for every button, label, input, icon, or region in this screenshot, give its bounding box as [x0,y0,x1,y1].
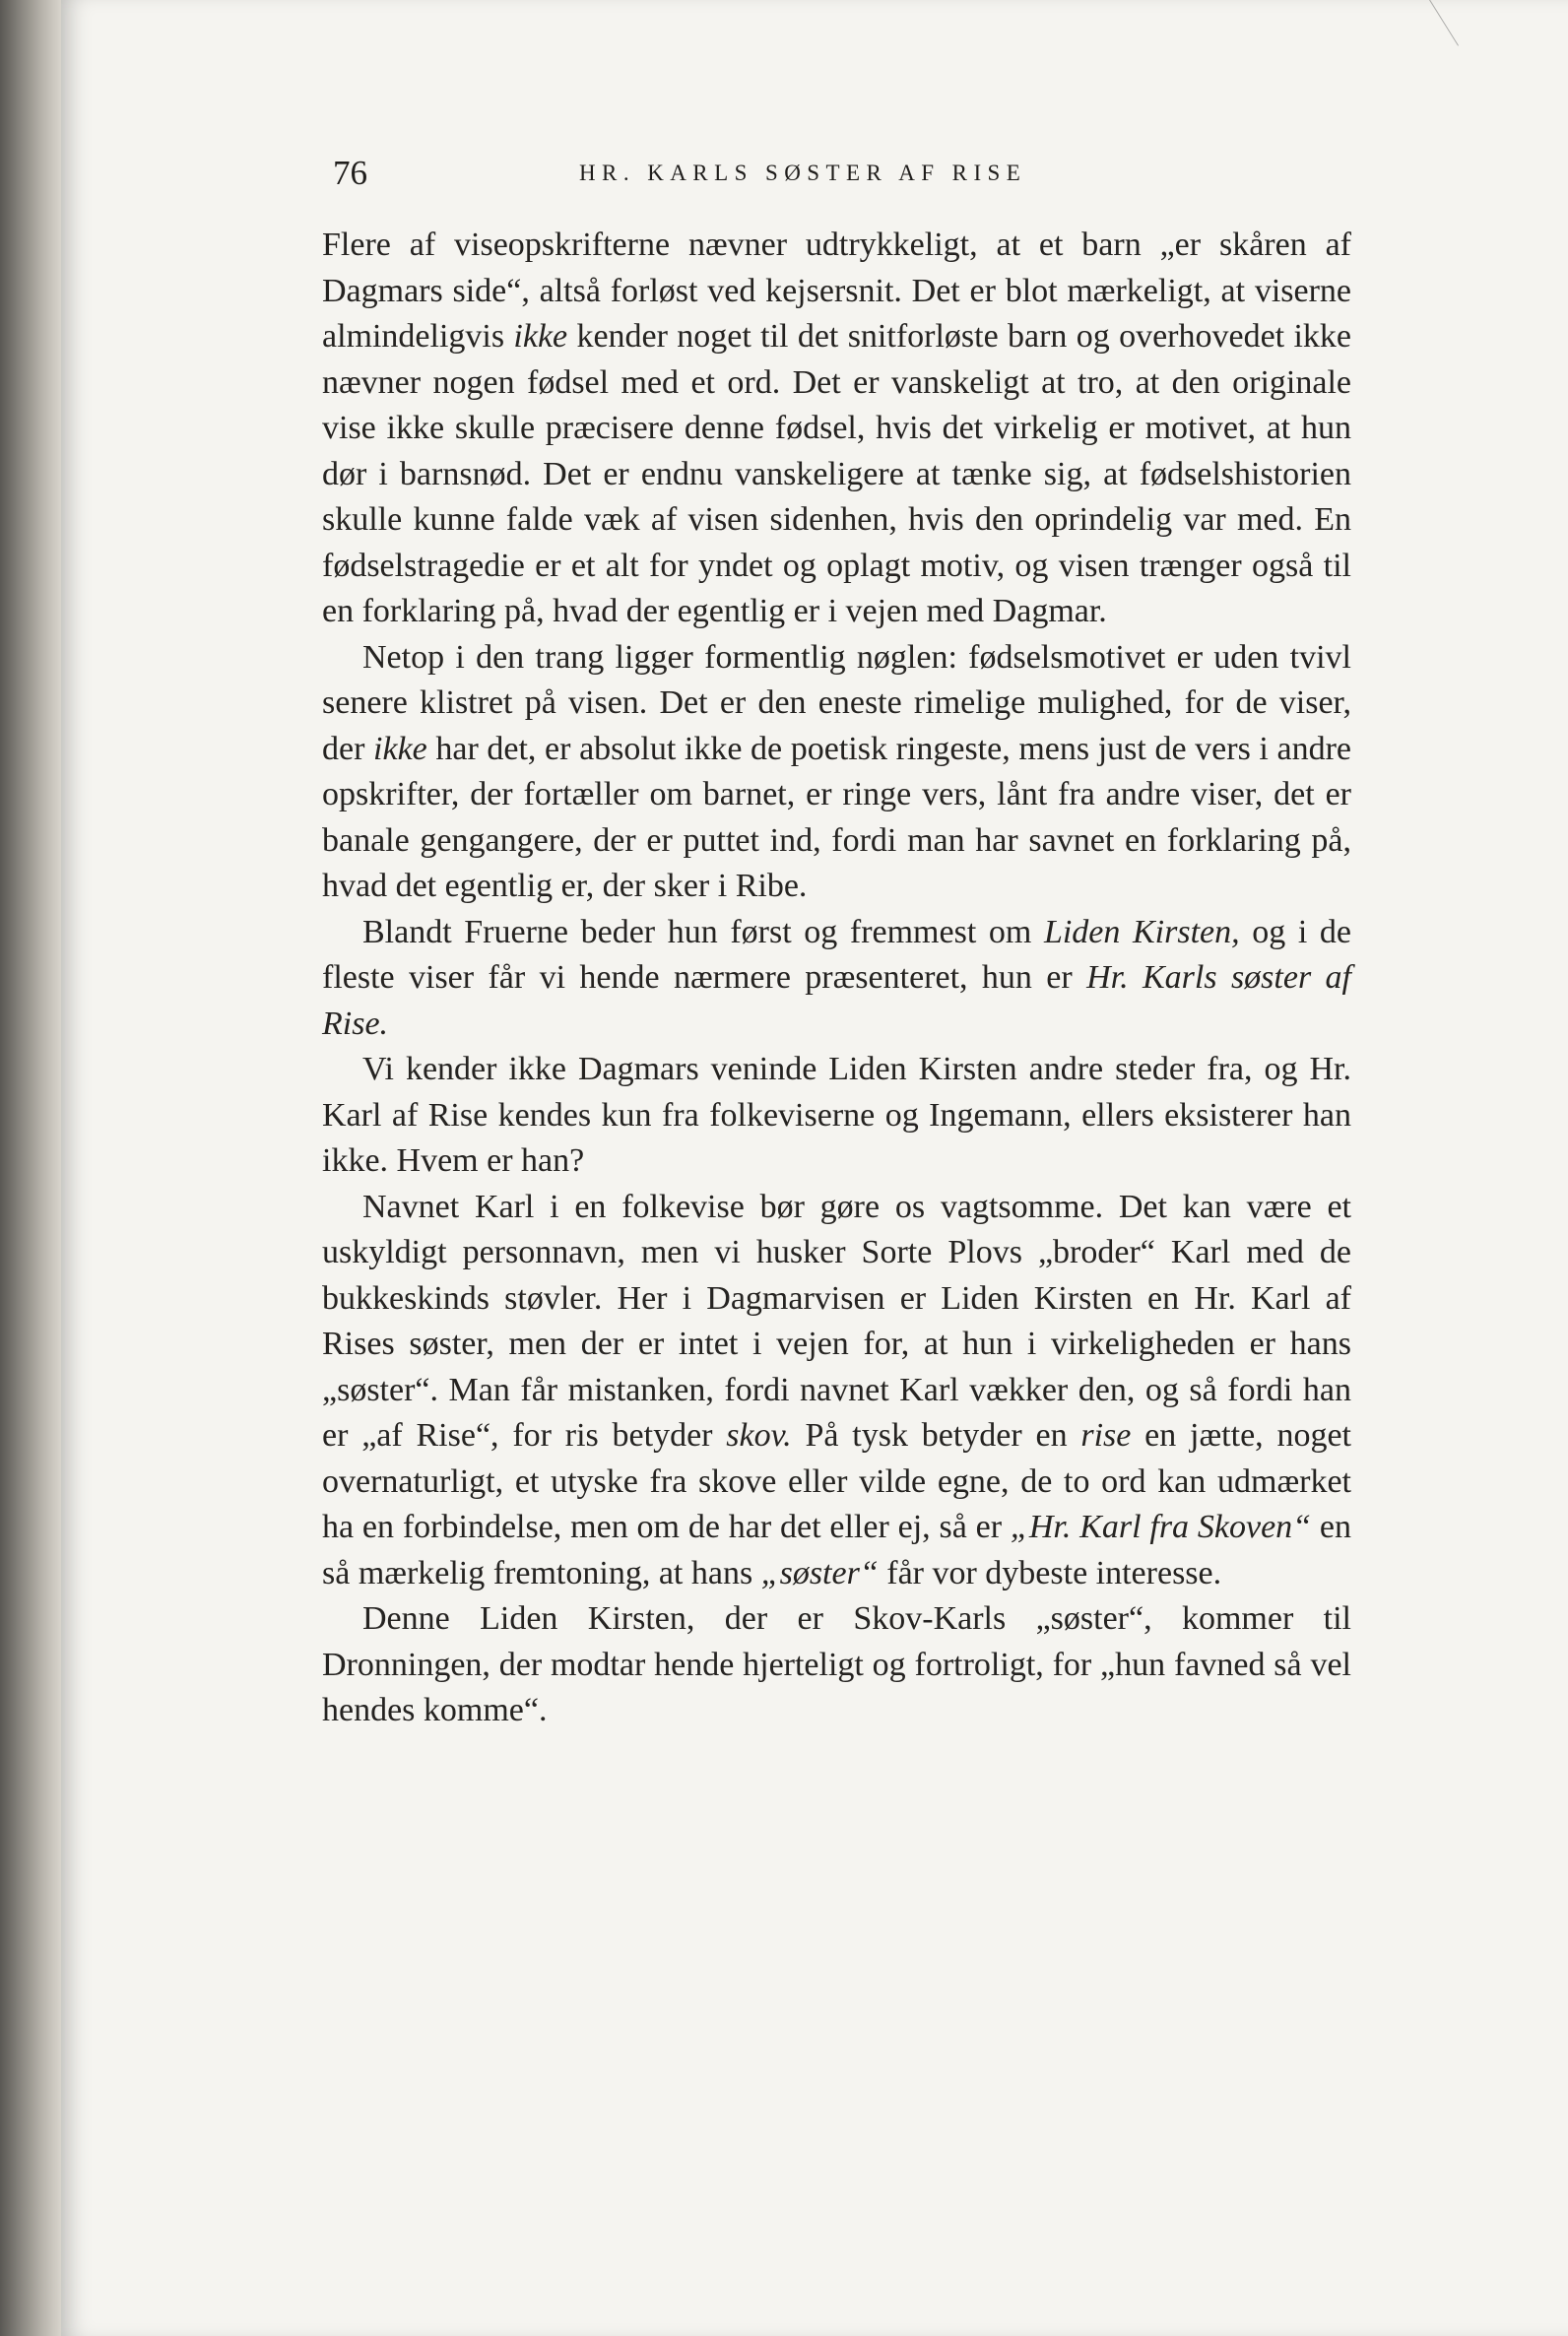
italic-text: „søster“ [760,1554,879,1591]
text-run: Blandt Fruerne beder hun først og fremmest om [362,913,1044,950]
italic-text: ikke [373,730,427,767]
italic-text: Liden Kirsten, [1043,913,1240,950]
text-run: og i de fleste viser får vi hende nærmere præsenteret, hun er [322,913,1351,996]
page-number: 76 [333,154,367,192]
paragraph [322,910,1351,1048]
paragraph [322,1047,1351,1185]
paragraph [322,635,1351,910]
paragraph [322,1596,1351,1734]
italic-text: Hr. Karls søster af Rise. [322,959,1351,1042]
text-run: Vi kender ikke Dagmars veninde Liden Kirsten andre steder fra, og Hr. Karl af Rise kendes kun fra folkeviserne og Ingemann, ellers eksisterer han ikke. Hvem er han? [322,1051,1351,1179]
running-title: HR. KARLS SØSTER AF RISE [579,161,1027,185]
text-run: en så mærkelig fremtoning, at hans [322,1509,1352,1591]
text-run: Denne Liden Kirsten, der er Skov-Karls „søster“, kommer til Dronningen, der modtar hende hjerteligt og fortroligt, for „hun favned så vel hendes komme“. [322,1600,1351,1728]
text-run: får vor dybeste interesse. [878,1554,1222,1591]
text-run: en jætte, noget overnaturligt, et utyske fra skove eller vilde egne, de to ord kan udmærket ha en forbindelse, men om de har det eller ej, så er [322,1417,1351,1545]
paragraph [322,1185,1351,1597]
italic-text: skov. [726,1417,792,1454]
text-run: Netop i den trang ligger formentlig nøglen: fødselsmotivet er uden tvivl senere klistret på visen. Det er den eneste rimelige mulighed, for de viser, der [322,638,1351,767]
page-scratch-mark [1429,0,1509,46]
text-run: Flere af viseopskrifterne nævner udtrykkeligt, at et barn „er skåren af Dagmars side“, altså forløst ved kejsersnit. Det er blot mærkeligt, at viserne almindeligvis [322,227,1351,355]
paragraph [322,223,1351,635]
text-run: Navnet Karl i en folkevise bør gøre os vagtsomme. Det kan være et uskyldigt personnavn, men vi husker Sorte Plovs „broder“ Karl med de bukkeskinds støvler. Her i Dagmarvisen er Liden Kirsten en Hr. Karl af Rises søster, men der er intet i vejen for, at hun i virkeligheden er hans „søster“. Man får mistanken, fordi navnet Karl vækker den, og så fordi han er „af Rise“, for ris betyder [322,1188,1351,1454]
text-run: kender noget til det snitforløste barn og overhovedet ikke nævner nogen fødsel med et ord. Det er vanskeligt at tro, at den originale vise ikke skulle præcisere denne fødsel, hvis det virkelig er motivet, at hun dør i barnsnød. Det er endnu vanskeligere at tænke sig, at fødselshistorien skulle kunne falde væk af visen sidenhen, hvis den oprindelig var med. En fødselstragedie er et alt for yndet og oplagt motiv, og visen trænger også til en forklaring på, hvad der egentlig er i vejen med Dagmar. [322,318,1351,629]
italic-text: ikke [513,318,568,355]
text-run: har det, er absolut ikke de poetisk ringeste, mens just de vers i andre opskrifter, der fortæller om barnet, er ringe vers, lånt fra andre viser, det er banale gengangere, der er puttet ind, fordi man har savnet en forklaring på, hvad det egentlig er, der sker i Ribe. [322,730,1351,904]
book-binding [0,0,61,2336]
italic-text: „Hr. Karl fra Skoven“ [1010,1509,1312,1545]
body-text [322,223,1351,1734]
italic-text: rise [1080,1417,1132,1454]
running-head [333,150,1367,197]
text-run: På tysk betyder en [791,1417,1081,1454]
